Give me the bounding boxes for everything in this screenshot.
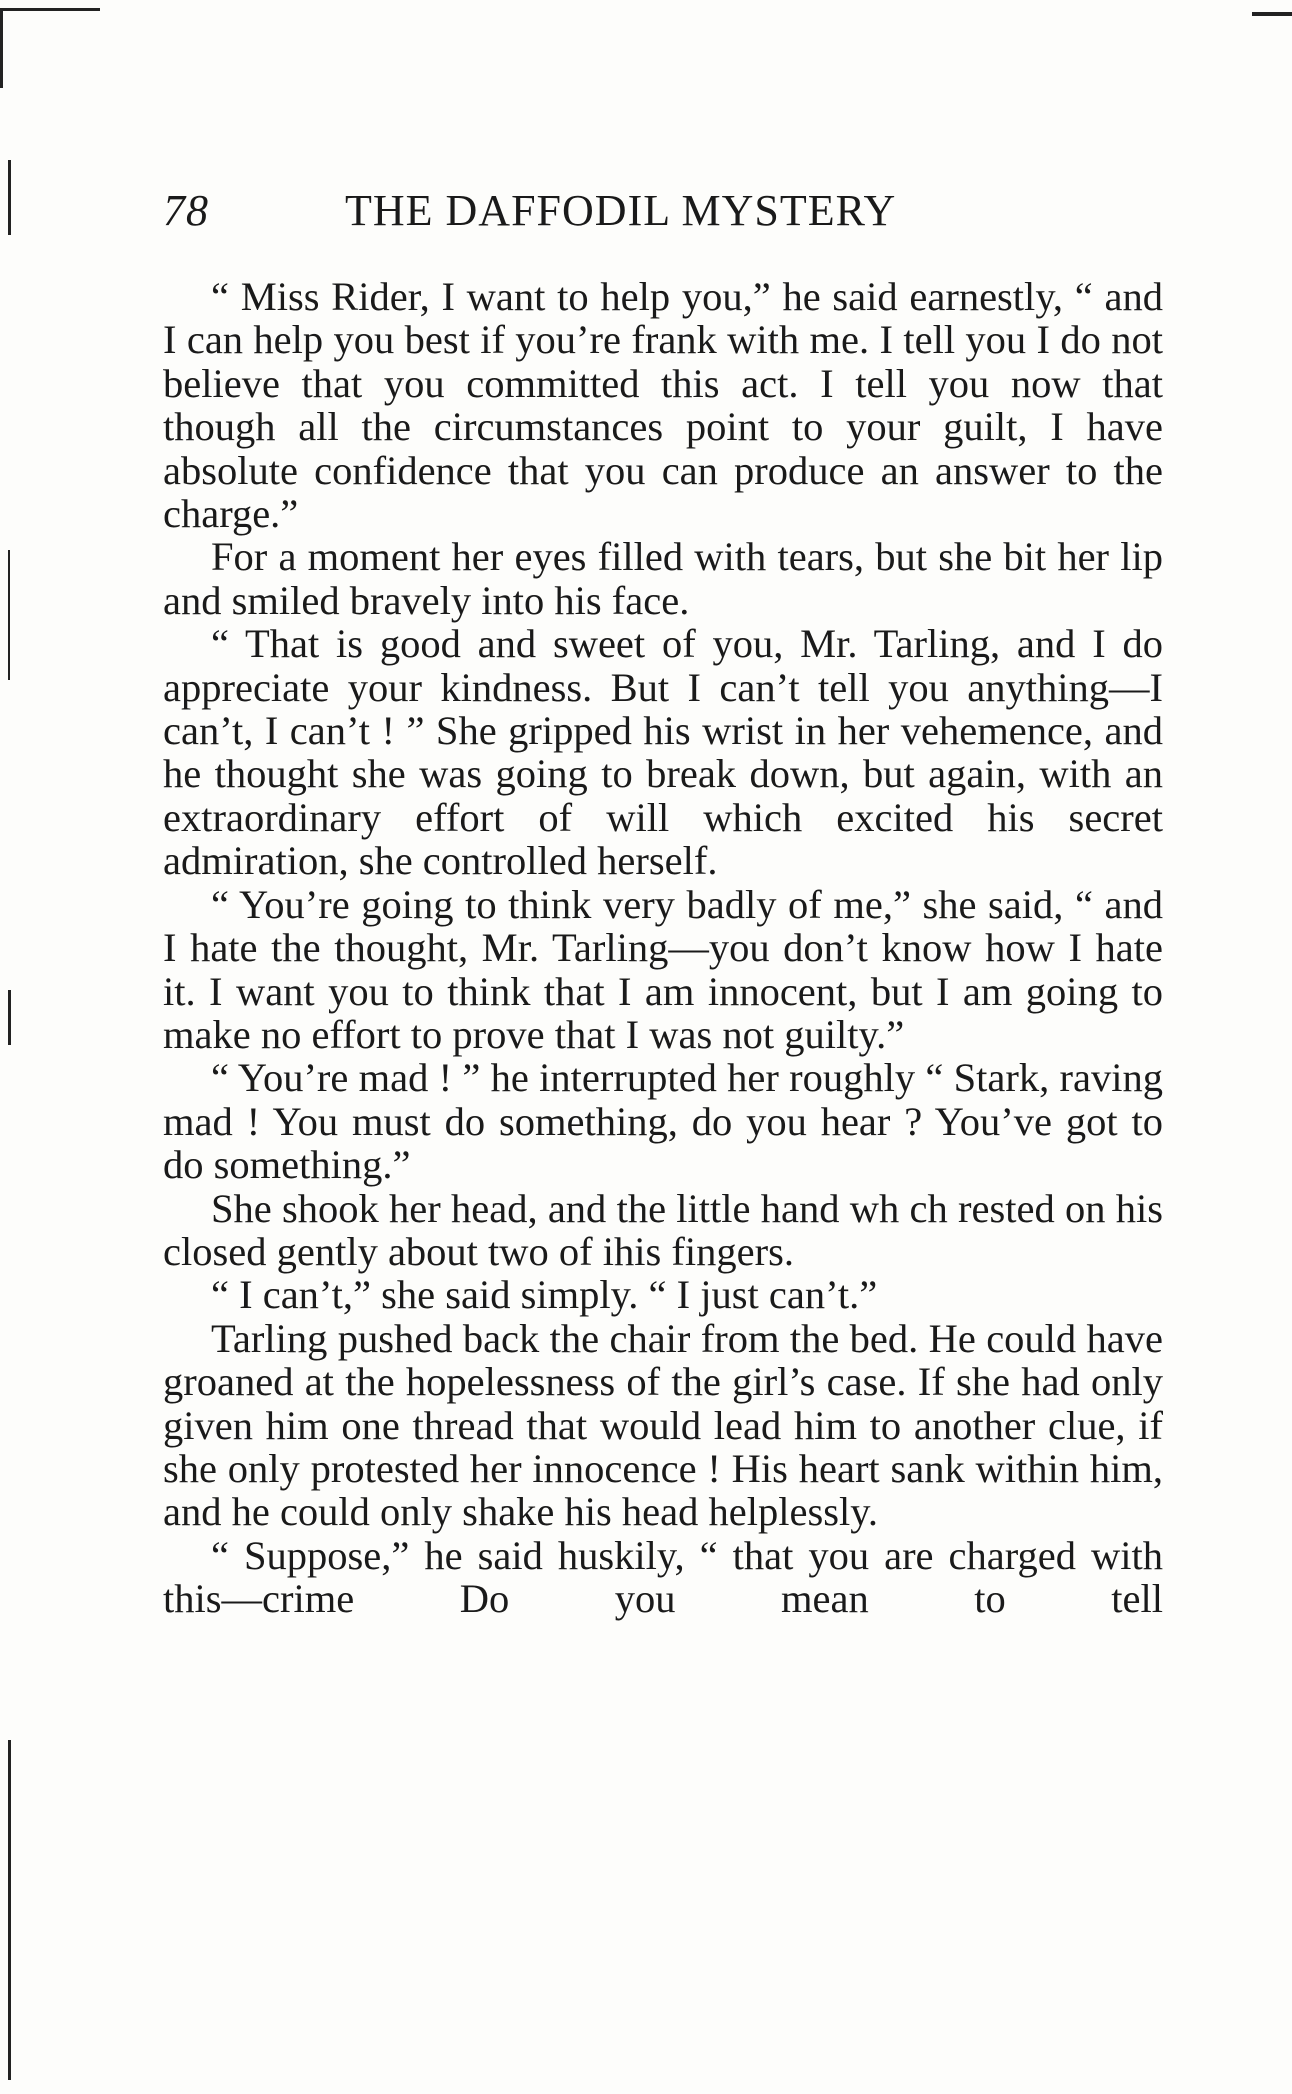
scan-edge-mark xyxy=(8,550,10,680)
page-header xyxy=(163,185,1163,236)
body-text xyxy=(163,275,1163,1621)
page-number: 78 xyxy=(163,186,209,235)
paragraph: For a moment her eyes filled with tears, but she bit her lip and smiled bravely into his face. xyxy=(163,534,1163,623)
paragraph: “ I can’t,” she said simply. “ I just can’t.” xyxy=(211,1272,878,1318)
scan-edge-mark xyxy=(1252,12,1292,16)
running-title: THE DAFFODIL MYSTERY xyxy=(345,186,897,235)
scan-edge-mark xyxy=(8,160,11,235)
paragraph: Tarling pushed back the chair from the bed. He could have groaned at the hopelessness of the girl’s case. If she had only given him one thread that would lead him to another clue, if she only protested her innocence ! His heart sank within him, and he could only shake his head helplessly. xyxy=(163,1315,1163,1535)
paragraph: She shook her head, and the little hand wh ch rested on his closed gently about two of ihis fingers. xyxy=(163,1185,1163,1274)
paragraph: “ Miss Rider, I want to help you,” he said earnestly, “ and I can help you best if you’re frank with me. I tell you I do not believe that you committed this act. I tell you now that though all the circumstances point to your guilt, I have absolute confidence that you can produce an answer to the charge.” xyxy=(163,274,1163,537)
scan-edge-mark xyxy=(0,8,100,11)
paragraph: “ That is good and sweet of you, Mr. Tarling, and I do appreciate your kindness. But I can’t tell you anything—I can’t, I can’t ! ” She gripped his wrist in her vehemence, and he thought she was going to break down, but again, with an extraordinary effort of will which excited his secret admiration, she controlled herself. xyxy=(163,621,1163,884)
scan-edge-mark xyxy=(0,8,3,88)
paragraph: “ You’re going to think very badly of me,” she said, “ and I hate the thought, Mr. Tarling—you don’t know how I hate it. I want you to think that I am innocent, but I am going to make no effort to prove that I was not guilty.” xyxy=(163,881,1163,1057)
scan-edge-mark xyxy=(8,1740,11,2080)
paragraph: “ Suppose,” he said huskily, “ that you are charged with this—crime Do you mean to tell xyxy=(163,1532,1163,1622)
scan-edge-mark xyxy=(8,990,11,1045)
paragraph: “ You’re mad ! ” he interrupted her roughly “ Stark, raving mad ! You must do something, do you hear ? You’ve got to do something.” xyxy=(163,1055,1163,1188)
